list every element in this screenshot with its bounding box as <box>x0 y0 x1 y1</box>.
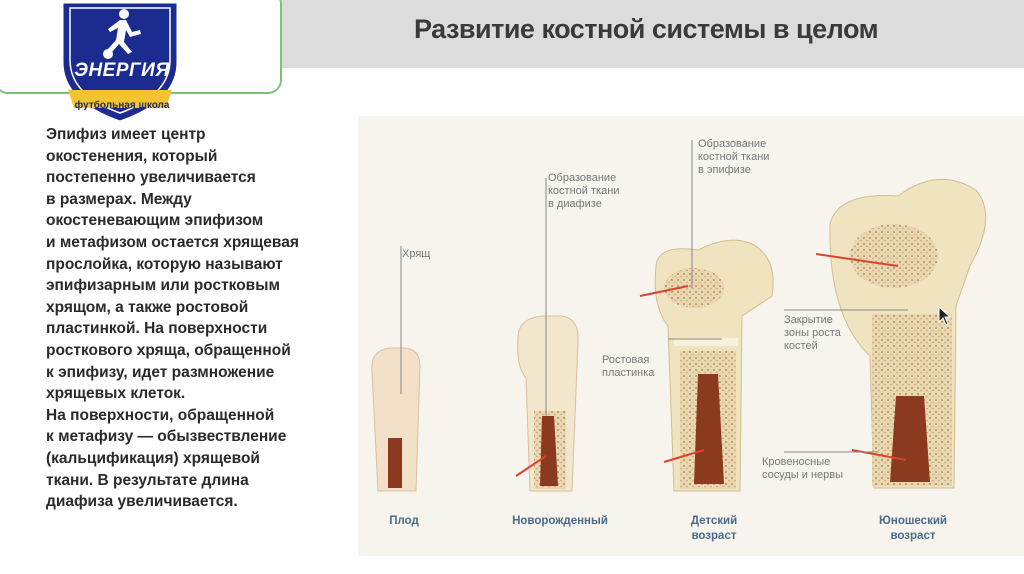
annotation-epiphysis-bone: Образование костной ткани в эпифизе <box>698 138 770 176</box>
mouse-cursor-icon <box>938 306 952 326</box>
annotation-cartilage: Хрящ <box>402 248 431 260</box>
description-text: Эпифиз имеет центр окостенения, который постепенно увеличивается в размерах. Между окостеневающим эпифизом и метафизом остается хрящевая прослойка, которую называют эпифизарным или ростковым хрящом, а также ростовой пластинкой. На поверхности росткового хряща, обращенной к эпифизу, идет размножение хрящевых клеток. На поверхности, обращенной к метафизу — обызвествление (кальцификация) хрящевой ткани. В результате длина диафиза увеличивается. <box>46 126 299 511</box>
annotation-diaphysis-bone: Образование костной ткани в диафизе <box>548 172 620 210</box>
page-title: Развитие костной системы в целом <box>414 14 879 44</box>
annotation-growth-plate: Ростовая пластинка <box>602 354 655 379</box>
fetus-bone <box>372 246 420 491</box>
child-bone <box>640 140 773 491</box>
stage-newborn: Новорожденный <box>512 515 608 527</box>
logo-subtitle: футбольная школа <box>74 100 170 111</box>
bone-illustration <box>358 116 1024 556</box>
stage-child: Детский возраст <box>690 515 738 542</box>
annotation-closure: Закрытие зоны роста костей <box>784 314 841 352</box>
stage-fetus: Плод <box>389 515 419 527</box>
stage-youth: Юношеский возраст <box>879 515 947 542</box>
newborn-bone <box>516 178 578 491</box>
bone-development-figure <box>358 116 1024 556</box>
annotation-vessels: Кровеносные сосуды и нервы <box>762 456 844 481</box>
logo-name: ЭНЕРГИЯ <box>74 60 170 81</box>
